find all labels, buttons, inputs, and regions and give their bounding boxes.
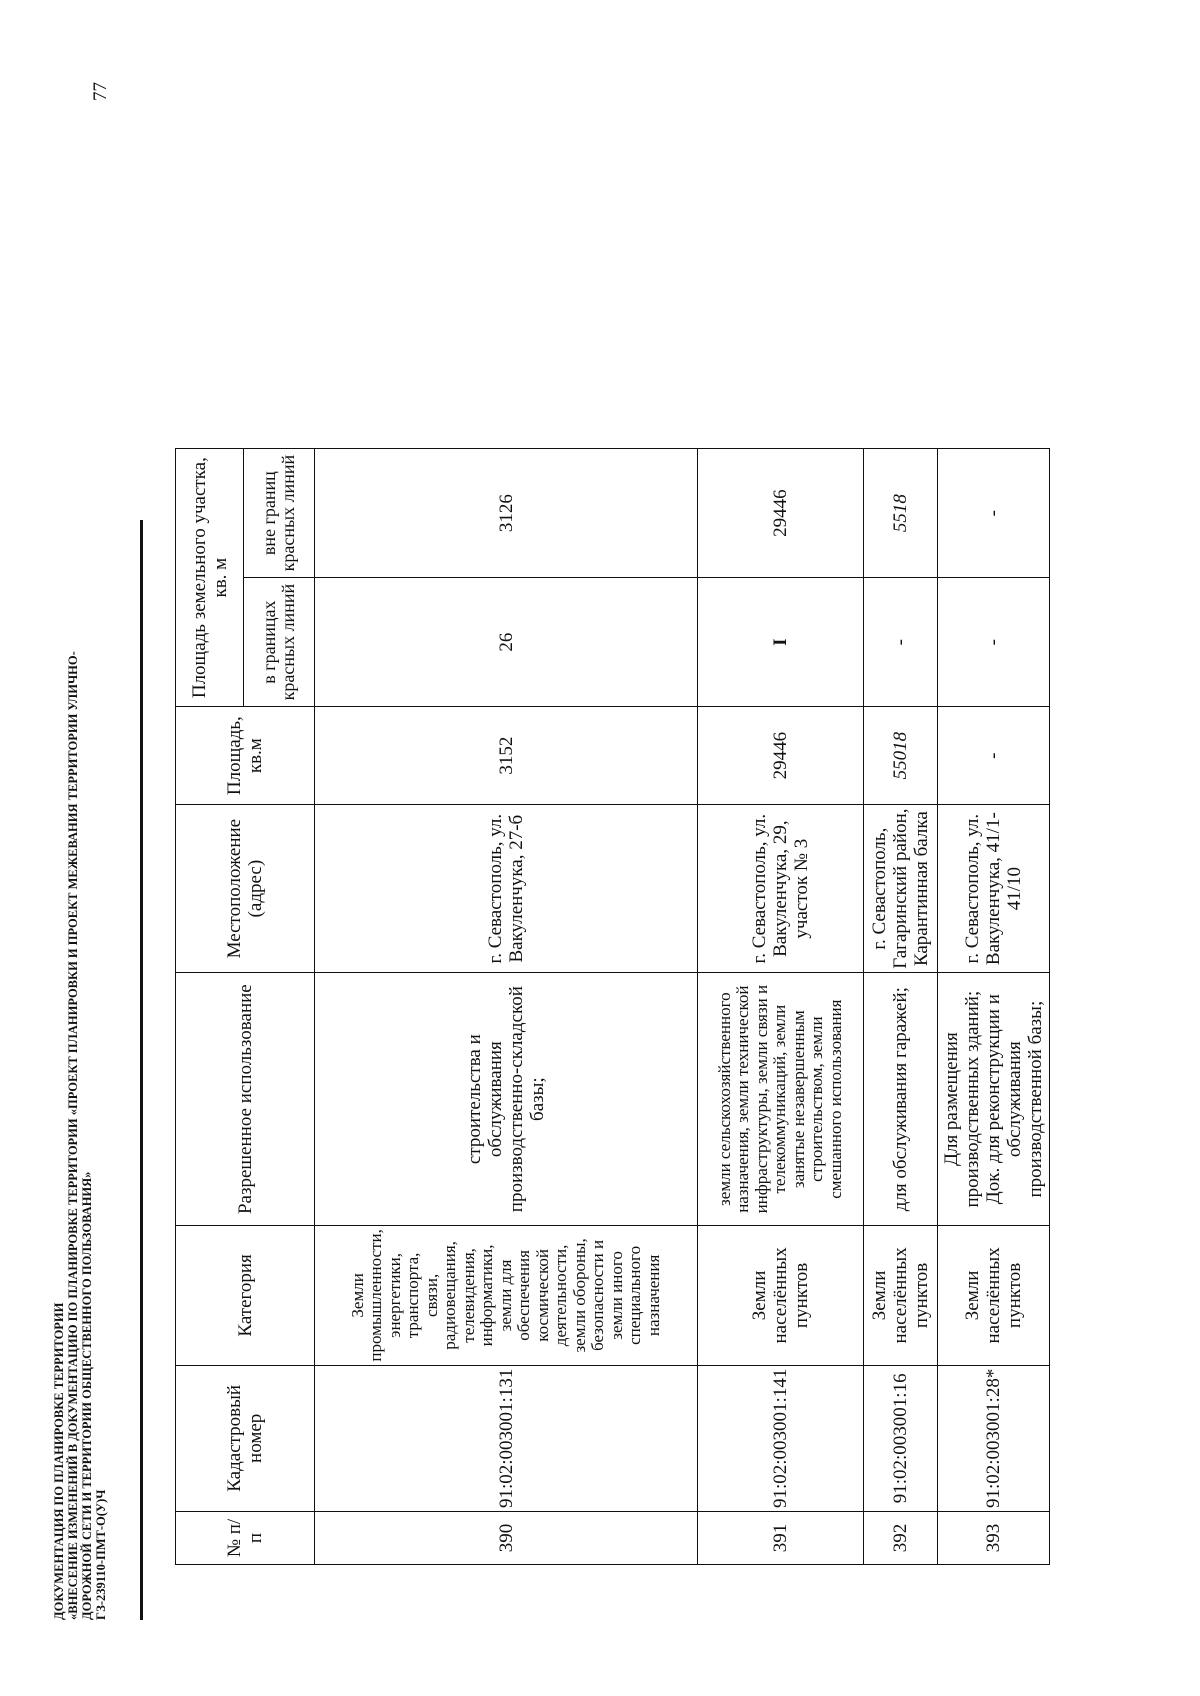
cell-category: Земли населённых пунктов	[864, 1226, 938, 1366]
table-row	[864, 449, 938, 1565]
cell-use: Для размещения производственных зданий; Док. для реконструкции и обслуживания производственной базы;	[938, 973, 1050, 1226]
cell-area: 29446	[698, 707, 864, 805]
header-area: Площадь, кв.м	[176, 707, 315, 805]
header-plot-area: Площадь земельного участка, кв. м	[176, 449, 244, 707]
header-divider	[140, 520, 143, 1620]
cell-cadastral: 91:02:003001:131	[315, 1365, 698, 1511]
cell-location: г. Севастополь, ул. Вакуленчука, 41/1-41/10	[938, 805, 1050, 973]
cell-num: 390	[315, 1512, 698, 1565]
cell-inside: I	[698, 578, 864, 707]
header-outside: вне границ красных линий	[244, 449, 315, 578]
cell-category: Земли населённых пунктов	[938, 1226, 1050, 1366]
cell-cadastral: 91:02:003001:28*	[938, 1365, 1050, 1511]
header-cadastral: Кадастровый номер	[176, 1365, 315, 1511]
cell-outside: 29446	[698, 449, 864, 578]
cell-use: для обслуживания гаражей;	[864, 973, 938, 1226]
cell-location: г. Севастополь, ул. Вакуленчука, 27-б	[315, 805, 698, 973]
cell-location: г. Севастополь, Гагаринский район, Карантинная балка	[864, 805, 938, 973]
cell-cadastral: 91:02:003001:141	[698, 1365, 864, 1511]
header-line-1: ДОКУМЕНТАЦИЯ ПО ПЛАНИРОВКЕ ТЕРРИТОРИИ	[52, 1302, 66, 1620]
page-number: 77	[90, 82, 111, 101]
cell-inside: -	[864, 578, 938, 707]
table-row	[698, 449, 864, 1565]
cell-category: Земли промышленности, энергетики, транспорта, связи, радиовещания, телевидения, информатики, земли для обеспечения космической деятельности, земли обороны, безопасности и земли иного специального назначения	[315, 1226, 698, 1366]
table-row	[938, 449, 1050, 1565]
header-num: № п/п	[176, 1512, 315, 1565]
cell-num: 393	[938, 1512, 1050, 1565]
header-line-4: ГЗ-239110-ПМТ-О(У)Ч	[94, 1489, 108, 1620]
cell-num: 392	[864, 1512, 938, 1565]
cell-area: 3152	[315, 707, 698, 805]
cell-category: Земли населённых пунктов	[698, 1226, 864, 1366]
header-category: Категория	[176, 1226, 315, 1366]
land-plots-table	[175, 448, 1050, 1565]
cell-cadastral: 91:02:003001:16	[864, 1365, 938, 1511]
cell-inside: 26	[315, 578, 698, 707]
cell-inside: -	[938, 578, 1050, 707]
document-header	[52, 520, 108, 1620]
header-location: Местоположение (адрес)	[176, 805, 315, 973]
cell-use: земли сельскохозяйственного назначения, земли технической инфраструктуры, земли связи и телекоммуникаций, земли занятые незавершенным строительством, земли смешанного использования	[698, 973, 864, 1226]
header-use: Разрешенное использование	[176, 973, 315, 1226]
table-row	[315, 449, 698, 1565]
cell-area: 55018	[864, 707, 938, 805]
cell-outside: 5518	[864, 449, 938, 578]
cell-outside: -	[938, 449, 1050, 578]
header-inside: в границах красных линий	[244, 578, 315, 707]
cell-area: -	[938, 707, 1050, 805]
header-line-3: ДОРОЖНОЙ СЕТИ И ТЕРРИТОРИИ ОБЩЕСТВЕННОГО ПОЛЬЗОВАНИЯ»	[80, 1171, 94, 1620]
cell-use: строительства и обслуживания производственно-складской базы;	[315, 973, 698, 1226]
cell-num: 391	[698, 1512, 864, 1565]
cell-outside: 3126	[315, 449, 698, 578]
header-line-2: «ВНЕСЕНИЕ ИЗМЕНЕНИЙ В ДОКУМЕНТАЦИЮ ПО ПЛАНИРОВКЕ ТЕРРИТОРИИ «ПРОЕКТ ПЛАНИРОВКИ И ПРОЕКТ МЕЖЕВАНИЯ ТЕРРИТОРИИ УЛИЧНО-	[66, 651, 80, 1620]
cell-location: г. Севастополь, ул. Вакуленчука, 29, участок № 3	[698, 805, 864, 973]
